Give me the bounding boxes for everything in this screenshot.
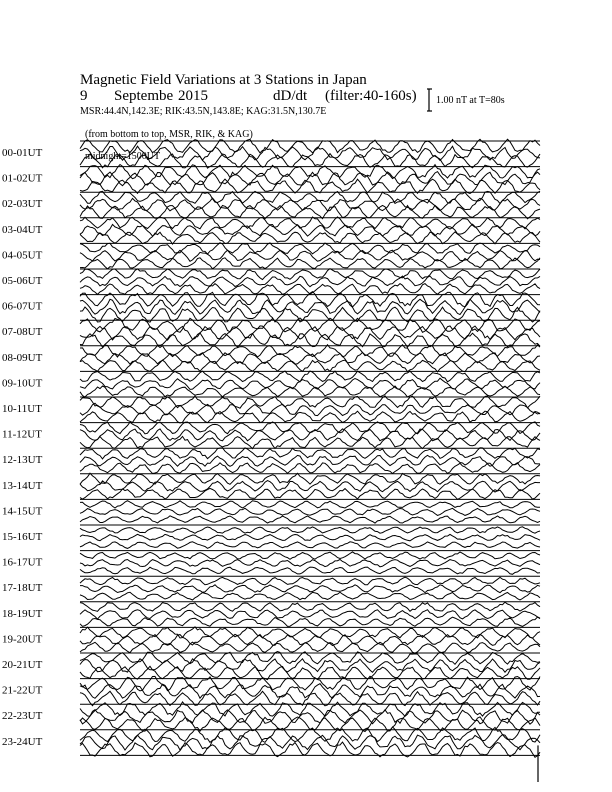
year-label: 2015 bbox=[178, 88, 208, 104]
trace-kag bbox=[80, 488, 540, 499]
hour-label: 16-17UT bbox=[2, 556, 43, 569]
trace-rik bbox=[80, 560, 540, 567]
trace-msr bbox=[80, 602, 540, 611]
hour-label: 17-18UT bbox=[2, 582, 43, 595]
trace-msr bbox=[80, 217, 540, 229]
trace-rik bbox=[80, 534, 540, 541]
hour-label: 11-12UT bbox=[2, 428, 42, 441]
trace-rik bbox=[80, 659, 540, 673]
trace-msr bbox=[80, 577, 540, 585]
trace-kag bbox=[80, 642, 540, 653]
hour-label: 15-16UT bbox=[2, 531, 43, 543]
hour-label: 19-20UT bbox=[2, 633, 43, 646]
trace-msr bbox=[80, 396, 540, 408]
trace-kag bbox=[80, 436, 540, 448]
hour-label: 21-22UT bbox=[2, 684, 43, 697]
hour-label: 10-11UT bbox=[2, 403, 42, 415]
trace-msr bbox=[80, 473, 540, 484]
trace-kag bbox=[80, 258, 540, 269]
stations-line: MSR:44.4N,142.3E; RIK:43.5N,143.8E; KAG:31.5N,130.7E bbox=[80, 106, 327, 117]
trace-rik bbox=[80, 684, 540, 699]
trace-msr bbox=[80, 269, 540, 280]
hour-label: 13-14UT bbox=[2, 479, 43, 492]
hour-label: 04-05UT bbox=[2, 249, 43, 262]
hour-label: 09-10UT bbox=[2, 377, 43, 390]
trace-msr bbox=[80, 501, 540, 508]
component-label: dD/dt bbox=[273, 88, 308, 104]
hour-label: 06-07UT bbox=[2, 300, 43, 313]
trace-kag bbox=[80, 516, 540, 523]
trace-msr bbox=[80, 292, 540, 307]
chart-title: Magnetic Field Variations at 3 Stations in Japan bbox=[80, 72, 367, 88]
trace-kag bbox=[80, 666, 540, 679]
hour-label: 07-08UT bbox=[2, 326, 43, 339]
month-label: Septembe bbox=[114, 88, 174, 104]
hour-label: 05-06UT bbox=[2, 275, 43, 287]
trace-msr bbox=[80, 527, 540, 534]
trace-msr bbox=[80, 727, 540, 743]
trace-kag bbox=[80, 360, 540, 372]
trace-msr bbox=[80, 371, 540, 382]
hour-label: 14-15UT bbox=[2, 505, 43, 518]
trace-msr bbox=[80, 627, 540, 638]
trace-rik bbox=[80, 276, 540, 287]
hour-label: 02-03UT bbox=[2, 198, 43, 211]
station-order-label: (from bottom to top, MSR, RIK, & KAG) bbox=[85, 129, 253, 140]
trace-rik bbox=[80, 455, 540, 466]
trace-msr bbox=[80, 552, 540, 559]
trace-kag bbox=[80, 333, 540, 347]
hour-label: 22-23UT bbox=[2, 710, 43, 723]
trace-msr bbox=[80, 448, 540, 459]
trace-kag bbox=[80, 592, 540, 600]
trace-msr bbox=[80, 422, 540, 434]
hour-label: 08-09UT bbox=[2, 351, 43, 364]
trace-rik bbox=[80, 403, 540, 415]
trace-rik bbox=[80, 634, 540, 645]
hour-label: 23-24UT bbox=[2, 735, 43, 748]
midnight-label: midnight=1500UT bbox=[85, 151, 161, 162]
trace-rik bbox=[80, 224, 540, 236]
trace-rik bbox=[80, 735, 540, 750]
hour-label: 20-21UT bbox=[2, 659, 43, 671]
trace-kag bbox=[80, 411, 540, 423]
hour-label: 01-02UT bbox=[2, 172, 43, 185]
trace-rik bbox=[80, 508, 540, 515]
trace-rik bbox=[80, 585, 540, 593]
hour-label: 12-13UT bbox=[2, 454, 43, 467]
scale-label: 1.00 nT at T=80s bbox=[436, 95, 505, 106]
hour-label: 18-19UT bbox=[2, 607, 43, 620]
day-label: 9 bbox=[80, 88, 88, 104]
trace-kag bbox=[80, 542, 540, 549]
hour-label: 03-04UT bbox=[2, 223, 43, 236]
trace-kag bbox=[80, 386, 540, 397]
filter-label: (filter:40-160s) bbox=[325, 88, 417, 104]
trace-rik bbox=[80, 610, 540, 619]
trace-kag bbox=[80, 567, 540, 574]
hour-label: 00-01UT bbox=[2, 147, 43, 159]
trace-msr bbox=[80, 243, 540, 254]
